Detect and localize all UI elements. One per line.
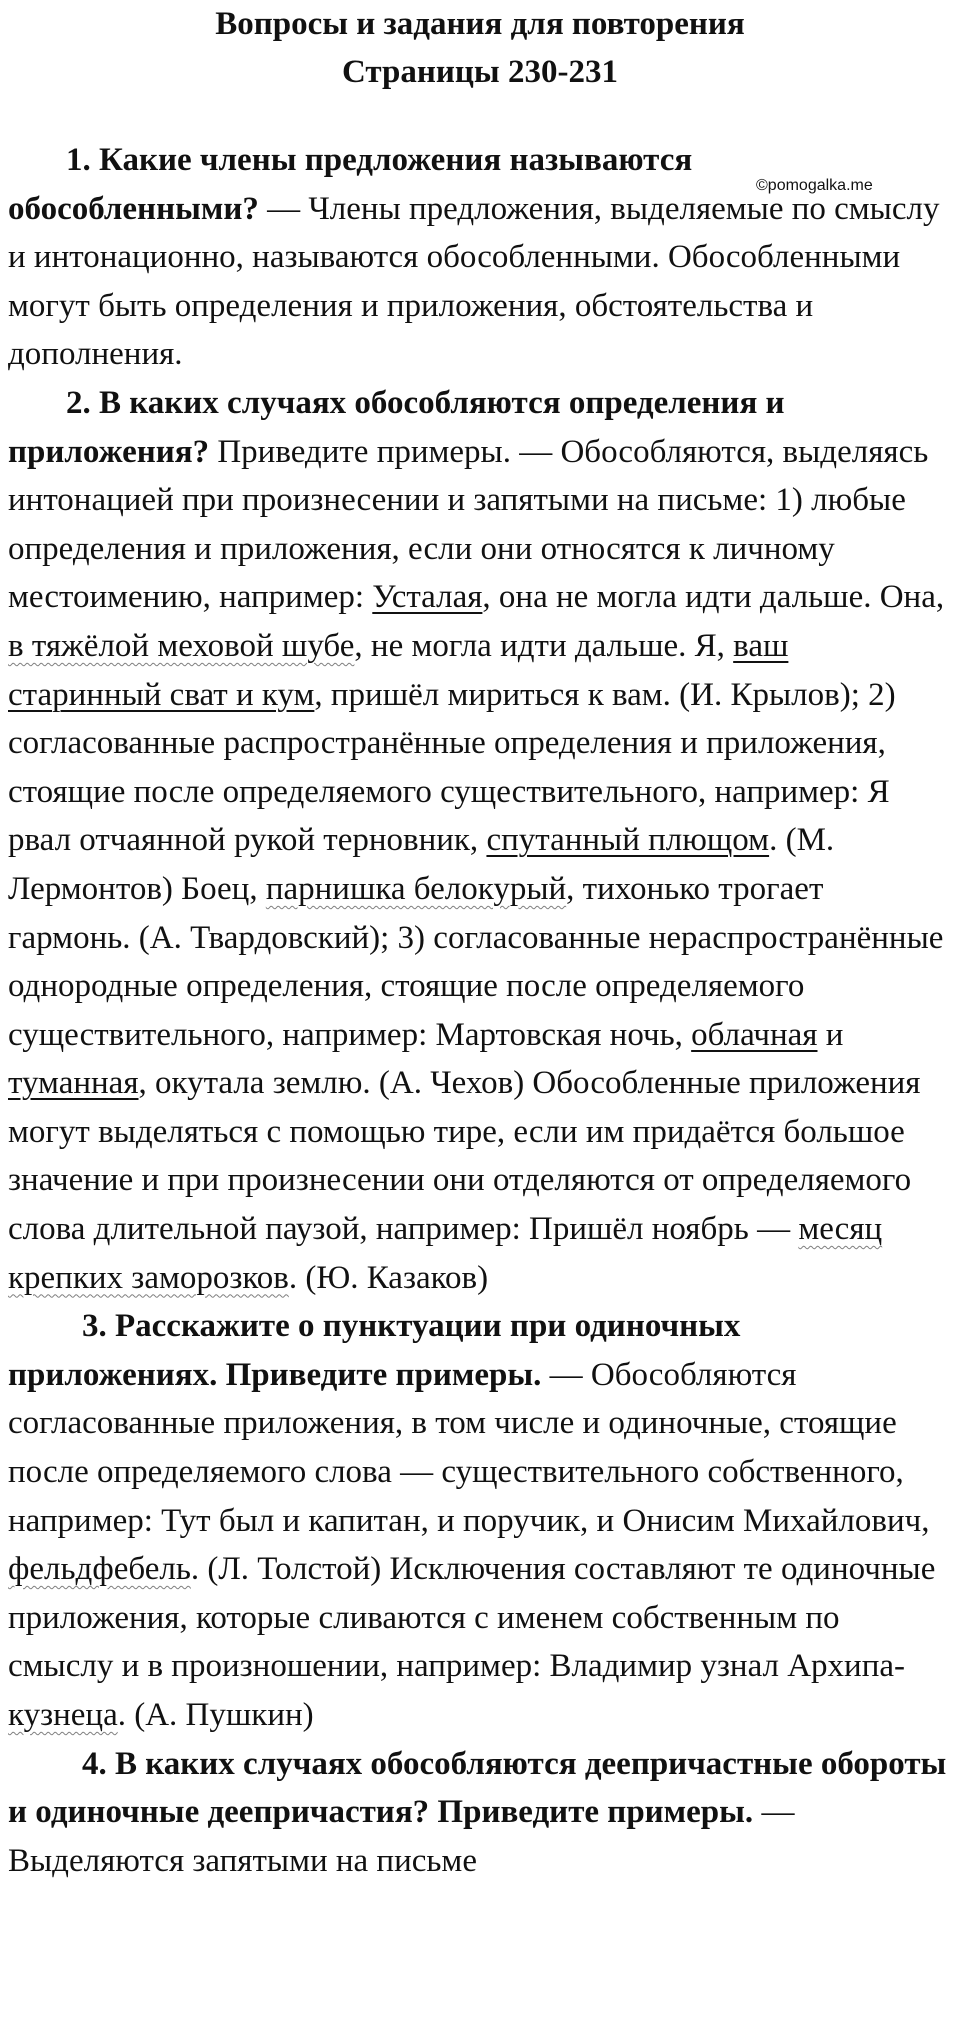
example-underlined: спутанный плющом <box>486 822 770 859</box>
watermark: ©pomogalka.me <box>756 177 873 194</box>
question-2-paragraph <box>8 379 948 1302</box>
question-1-text: 1. Какие члены предложения называются обособленными? <box>8 142 693 227</box>
answer-3-text: — Обособляются согласованные приложения, в том числе и одиночные, стоящие после определяемого слова — существительного собственного, например: Тут был и капитан, и поручик, и Онисим Михайлович, <box>8 1356 930 1539</box>
answer-2-text: Приведите примеры. — Обособляются, выделяясь интонацией при произнесении и запятыми на письме: 1) любые определения и приложения, если они относятся к личному местоимению, например: <box>8 433 929 616</box>
answer-2-text: и <box>817 1016 844 1053</box>
example-underlined: Усталая <box>372 579 483 616</box>
example-underlined: парнишка белокурый <box>265 870 567 907</box>
example-underlined: в тяжёлой меховой шубе <box>8 627 355 664</box>
page-title: Вопросы и задания для повторения <box>215 6 745 42</box>
document-body <box>8 136 948 1885</box>
question-3-paragraph <box>8 1302 948 1739</box>
answer-2-text: , она не могла идти дальше. Она, <box>482 579 945 616</box>
example-underlined: фельдфебель <box>8 1551 191 1588</box>
question-4-text: 4. В каких случаях обособляются деепричастные обороты и одиночные деепричастия? Приведите примеры. <box>8 1745 947 1831</box>
answer-4-text: — Выделяются запятыми на письме <box>8 1794 795 1879</box>
page-subtitle: Страницы 230-231 <box>342 54 618 90</box>
example-underlined: ваш старинный сват и кум <box>8 627 789 713</box>
answer-3-text: . (Л. Толстой) Исключения составляют те одиночные приложения, которые сливаются с именем собственным по смыслу и в произношении, например: Владимир узнал Архипа- <box>8 1551 936 1685</box>
question-3-text: 3. Расскажите о пунктуации при одиночных приложениях. Приведите примеры. <box>8 1308 741 1393</box>
question-1-paragraph <box>8 136 948 379</box>
question-4-paragraph <box>8 1740 948 1886</box>
answer-2-text: , окутала землю. (А. Чехов) Обособленные приложения могут выделяться с помощью тире, если им придаётся большое значение и при произнесении они отделяются от определяемого слова длительной паузой, например: Пришёл ноябрь — <box>8 1065 921 1248</box>
answer-1-text: — Члены предложения, выделяемые по смыслу и интонационно, называются обособленными. Обособленными могут быть определения и приложения, обстоятельства и дополнения. <box>8 190 940 373</box>
answer-2-text: . (Ю. Казаков) <box>288 1259 489 1296</box>
example-underlined: кузнеца <box>8 1697 118 1733</box>
answer-2-text: , тихонько трогает гармонь. (А. Твардовский); 3) согласованные нераспространённые однородные определения, стоящие после определяемого существительного, например: Мартовская ночь, <box>8 870 944 1053</box>
answer-2-text: . (М. Лермонтов) Боец, <box>8 822 835 907</box>
answer-2-text: , не могла идти дальше. Я, <box>354 627 734 664</box>
answer-3-text: . (А. Пушкин) <box>117 1697 314 1733</box>
answer-2-text: , пришёл мириться к вам. (И. Крылов); 2) согласованные распространённые определения и приложения, стоящие после определяемого существительного, например: Я рвал отчаянной рукой терновник, <box>8 676 896 859</box>
example-underlined: туманная <box>8 1065 139 1102</box>
question-2-text: 2. В каких случаях обособляются определения и приложения? <box>8 384 785 470</box>
example-underlined: облачная <box>691 1016 818 1053</box>
example-underlined: месяц крепких заморозков <box>8 1211 883 1296</box>
